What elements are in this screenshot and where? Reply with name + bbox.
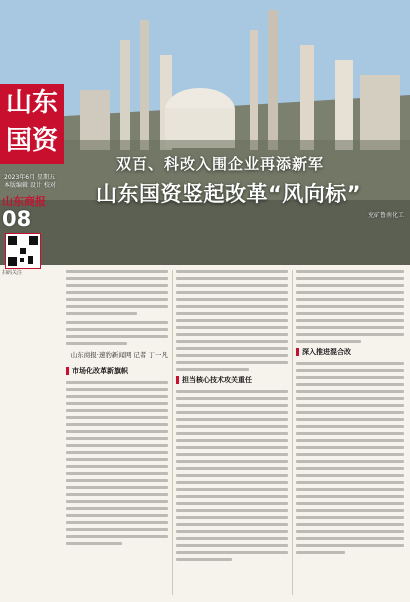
byline: 山东商报·速豹新闻网 记者 丁一凡 — [70, 351, 168, 359]
newspaper-brand: 山东商报 — [2, 195, 46, 208]
headline-top: 双百、科改入围企业再添新军 — [116, 155, 325, 173]
qr-code[interactable] — [5, 233, 41, 269]
headline-main: 山东国资竖起改革“风向标” — [96, 182, 362, 206]
article-column-1 — [66, 270, 168, 549]
section-title — [0, 84, 64, 164]
article-column-2 — [176, 270, 288, 565]
article-column-3 — [296, 270, 404, 558]
section-title-text: 山东国资 — [5, 88, 58, 156]
qr-caption: 扫码关注 — [2, 270, 23, 276]
left-margin-column — [0, 265, 64, 602]
column-divider — [172, 270, 173, 595]
section-heading-1: 市场化改革新旗帜 — [66, 366, 168, 376]
photo-credit: 兖矿鲁南化工 — [367, 212, 404, 219]
page-number: 08 — [2, 207, 32, 231]
section-heading-3: 深入推进混合改 — [296, 347, 404, 357]
section-heading-2: 担当核心技术攻关重任 — [176, 375, 288, 385]
column-divider — [292, 270, 293, 595]
date-line: 2023年6月 星期五 本版编辑 设计 校对 — [4, 174, 56, 189]
